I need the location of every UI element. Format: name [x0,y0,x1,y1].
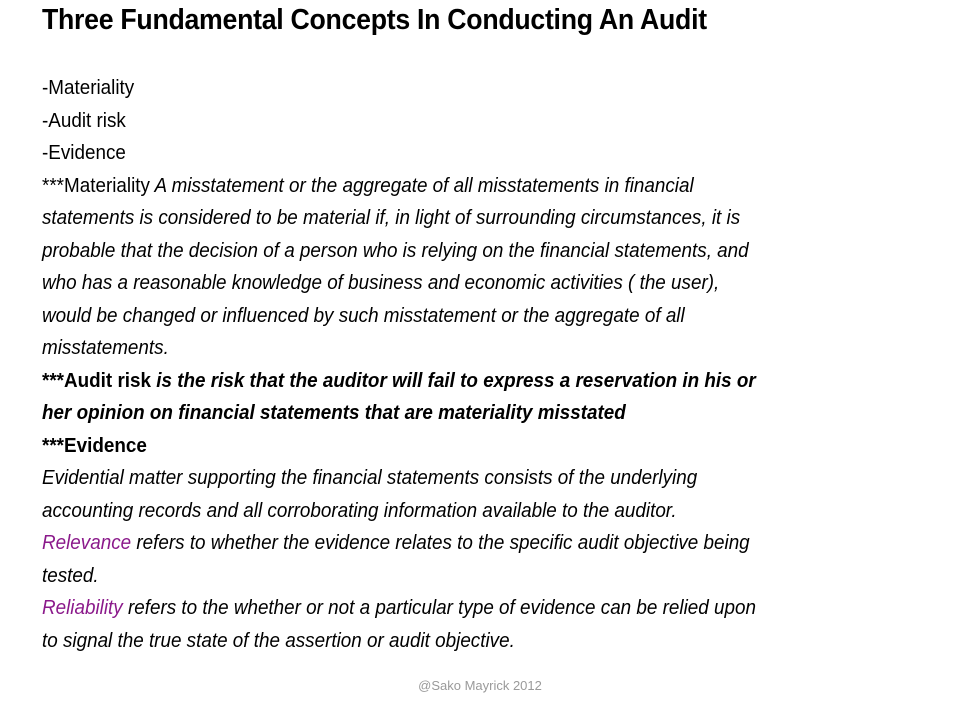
slide-body [42,72,922,657]
materiality-line-3: probable that the decision of a person who is relying on the financial statements, and [42,238,749,262]
slide [42,0,922,652]
reliability-term: Reliability [42,596,123,619]
relevance-text: refers to whether the evidence relates to the specific audit objective being [131,531,750,554]
materiality-line-5: would be changed or influenced by such misstatement or the aggregate of all [42,303,685,327]
reliability-line-2: to signal the true state of the assertion or audit objective. [42,628,515,652]
footer-credit: @Sako Mayrick 2012 [418,678,542,693]
materiality-line-1 [42,170,852,203]
relevance-term: Relevance [42,531,132,554]
materiality-text: A misstatement or the aggregate of all misstatements in financial [149,173,694,197]
slide-title: Three Fundamental Concepts In Conducting An Audit [42,4,707,36]
evidence-line-1: Evidential matter supporting the financial statements consists of the underlying [42,466,698,489]
evidence-heading: ***Evidence [42,433,147,457]
materiality-line-4: who has a reasonable knowledge of business and economic activities ( the user), [42,271,720,294]
reliability-line-1 [42,592,852,625]
audit-risk-line-2: her opinion on financial statements that are materiality misstated [42,401,626,424]
audit-risk-heading: ***Audit risk [42,368,152,392]
list-item-evidence: -Evidence [42,141,126,164]
materiality-line-2: statements is considered to be material if, in light of surrounding circumstances, it is [42,206,741,229]
evidence-line-2: accounting records and all corroborating information available to the auditor. [42,498,677,522]
materiality-heading: ***Materiality [42,173,150,197]
relevance-line-2: tested. [42,563,99,587]
reliability-text: refers to the whether or not a particular type of evidence can be relied upon [122,596,756,619]
relevance-line-1 [42,527,852,560]
list-item-audit-risk: -Audit risk [42,108,126,132]
audit-risk-text: is the risk that the auditor will fail to express a reservation in his or [151,368,756,392]
audit-risk-line-1 [42,365,852,398]
materiality-line-6: misstatements. [42,336,169,359]
list-item-materiality: -Materiality [42,76,135,99]
